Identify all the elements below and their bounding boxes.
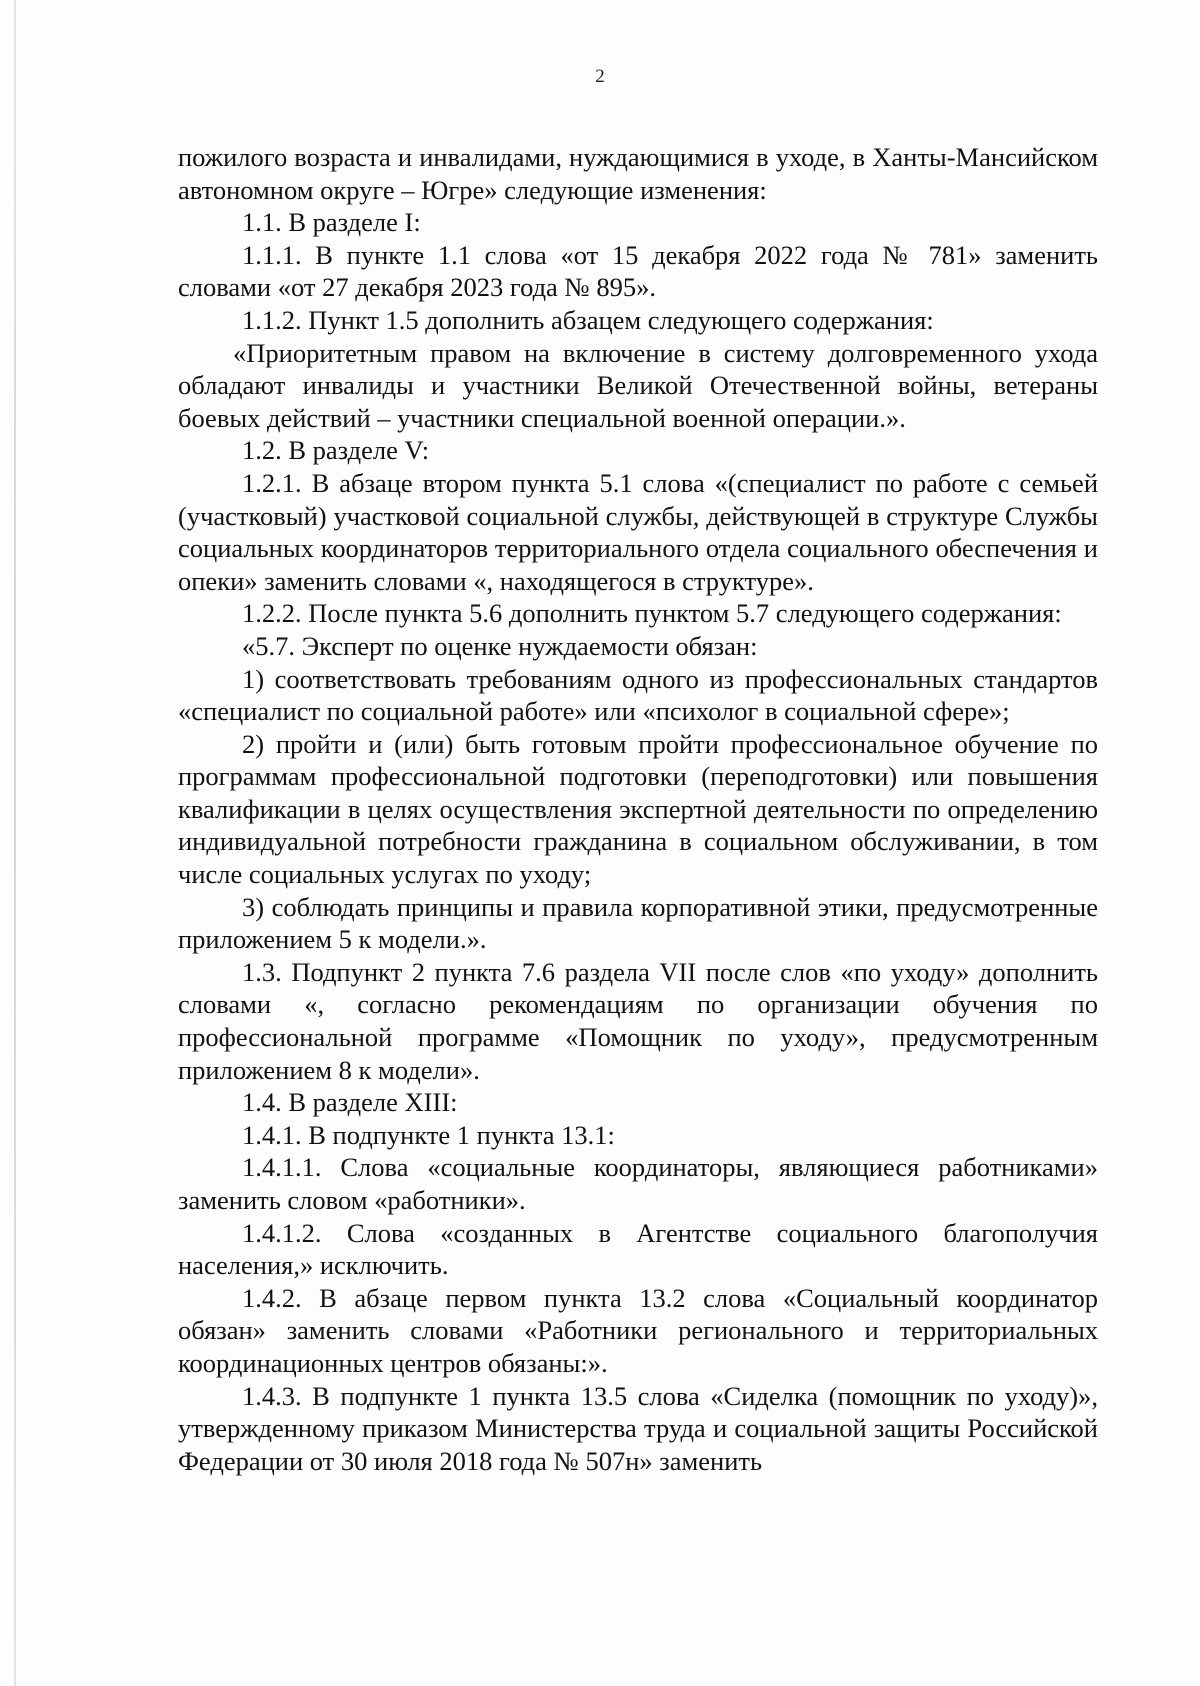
paragraph-continuation: пожилого возраста и инвалидами, нуждающимися в уходе, в Ханты-Мансийском автономном округе – Югре» следующие изменения: — [178, 142, 1098, 205]
paragraph-1-4-3: 1.4.3. В подпункте 1 пункта 13.5 слова «Сиделка (помощник по уходу)», утвержденному приказом Министерства труда и социальной защиты Российской Федерации от 30 июля 2018 года № 507н» заменить — [178, 1380, 1098, 1476]
paragraph-item-2: 2) пройти и (или) быть готовым пройти профессиональное обучение по программам профессиональной подготовки (переподготовки) или повышения квалификации в целях осуществления экспертной деятельности по определению индивидуальной потребности гражданина в социальном обслуживании, в том числе социальных услугах по уходу; — [178, 728, 1098, 890]
paragraph-5-7: «5.7. Эксперт по оценке нуждаемости обязан: — [242, 630, 758, 661]
paragraph-1-2-1: 1.2.1. В абзаце втором пункта 5.1 слова «(специалист по работе с семьей (участковый) участковой социальной службы, действующей в структуре Службы социальных координаторов территориального отдела социального обеспечения и опеки» заменить словами «, находящегося в структуре». — [178, 467, 1098, 596]
document-body — [178, 141, 1098, 1477]
paragraph-item-1: 1) соответствовать требованиям одного из профессиональных стандартов «специалист по социальной работе» или «психолог в социальной сфере»; — [178, 663, 1098, 727]
paragraph-quote-priority: «Приоритетным правом на включение в систему долговременного ухода обладают инвалиды и участники Великой Отечественной войны, ветераны боевых действий – участники специальной военной операции.». — [178, 337, 1098, 433]
paragraph-1-4-2: 1.4.2. В абзаце первом пункта 13.2 слова «Социальный координатор обязан» заменить словами «Работники регионального и территориальных координационных центров обязаны:». — [178, 1282, 1098, 1378]
paragraph-1-2-2: 1.2.2. После пункта 5.6 дополнить пунктом 5.7 следующего содержания: — [242, 598, 1062, 629]
paragraph-1-4-1-1: 1.4.1.1. Слова «социальные координаторы, являющиеся работниками» заменить словом «работники». — [178, 1152, 1098, 1215]
paragraph-1-4: 1.4. В разделе XIII: — [242, 1087, 458, 1118]
paragraph-1-1: 1.1. В разделе I: — [242, 207, 421, 238]
paragraph-1-4-1: 1.4.1. В подпункте 1 пункта 13.1: — [242, 1119, 615, 1150]
paragraph-1-1-2: 1.1.2. Пункт 1.5 дополнить абзацем следующего содержания: — [242, 304, 934, 335]
scan-edge-line — [14, 0, 16, 1686]
paragraph-1-2: 1.2. В разделе V: — [242, 435, 430, 466]
page-number: 2 — [595, 66, 605, 87]
paragraph-1-4-1-2: 1.4.1.2. Слова «созданных в Агентстве социального благополучия населения,» исключить. — [178, 1217, 1098, 1281]
paragraph-1-1-1: 1.1.1. В пункте 1.1 слова «от 15 декабря 2022 года № 781» заменить словами «от 27 декабря 2023 года № 895». — [178, 239, 1098, 303]
paragraph-item-3: 3) соблюдать принципы и правила корпоративной этики, предусмотренные приложением 5 к модели.». — [178, 891, 1098, 955]
paragraph-1-3: 1.3. Подпункт 2 пункта 7.6 раздела VII после слов «по уходу» дополнить словами «, согласно рекомендациям по организации обучения по профессиональной программе «Помощник по уходу», предусмотренным приложением 8 к модели». — [178, 956, 1098, 1085]
